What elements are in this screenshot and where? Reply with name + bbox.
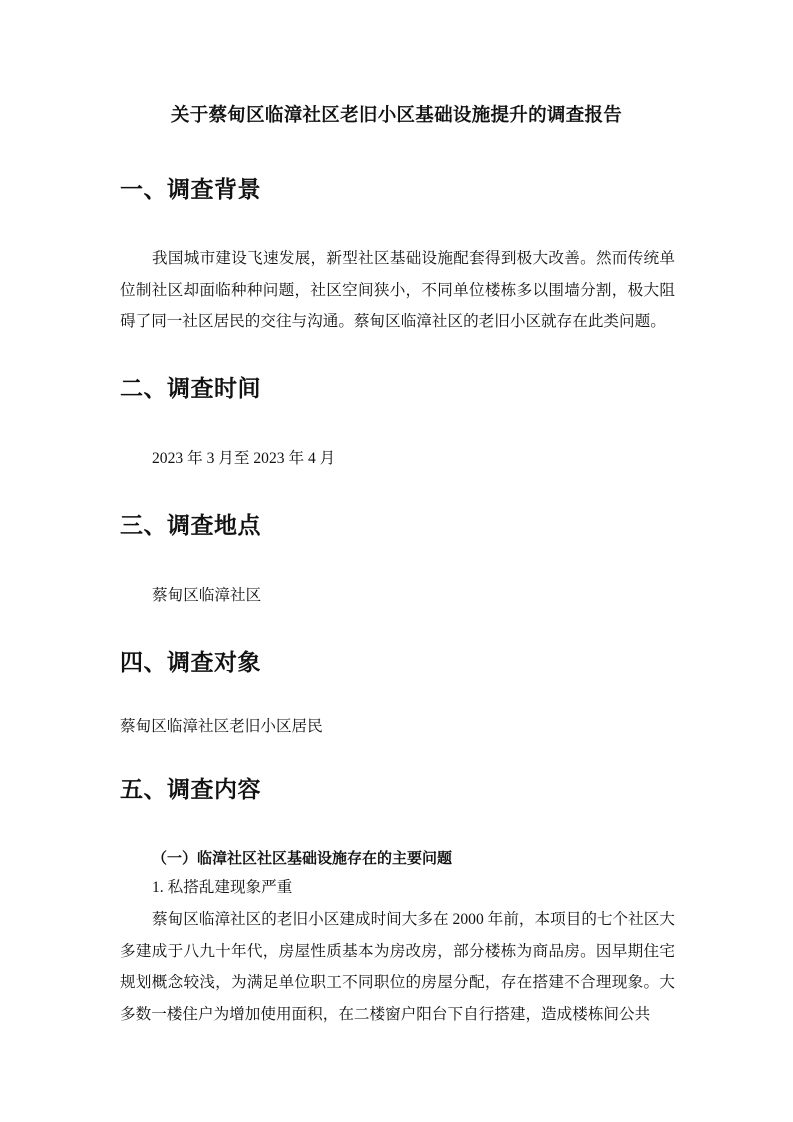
content-list-item: 1. 私搭乱建现象严重 [152,879,293,896]
section-heading-background: 一、调查背景 [120,177,261,203]
section-heading-content: 五、调查内容 [120,777,261,803]
survey-location-text: 蔡甸区临漳社区 [152,587,262,604]
survey-time-text: 2023 年 3 月至 2023 年 4 月 [152,450,336,467]
section-heading-subjects: 四、调查对象 [120,650,261,676]
background-paragraph: 我国城市建设飞速发展，新型社区基础设施配套得到极大改善。然而传统单位制社区却面临种种问题，社区空间狭小，不同单位楼栋多以围墙分割，极大阻碍了同一社区居民的交往与沟通。蔡甸区临漳社区的老旧小区就存在此类问题。 [120,250,675,330]
section-heading-location: 三、调查地点 [120,513,261,539]
content-paragraph: 蔡甸区临漳社区的老旧小区建成时间大多在 2000 年前，本项目的七个社区大多建成于八九十年代，房屋性质基本为房改房，部分楼栋为商品房。因早期住宅规划概念较浅，为满足单位职工不同职位的房屋分配，存在搭建不合理现象。大多数一楼住户为增加使用面积，在二楼窗户阳台下自行搭建，造成楼栋间公共 [120,911,675,1023]
survey-subjects-text: 蔡甸区临漳社区老旧小区居民 [120,718,323,735]
section-heading-time: 二、调查时间 [120,376,261,402]
document-title: 关于蔡甸区临漳社区老旧小区基础设施提升的调查报告 [170,105,623,126]
content-subheading: （一）临漳社区社区基础设施存在的主要问题 [152,849,453,867]
